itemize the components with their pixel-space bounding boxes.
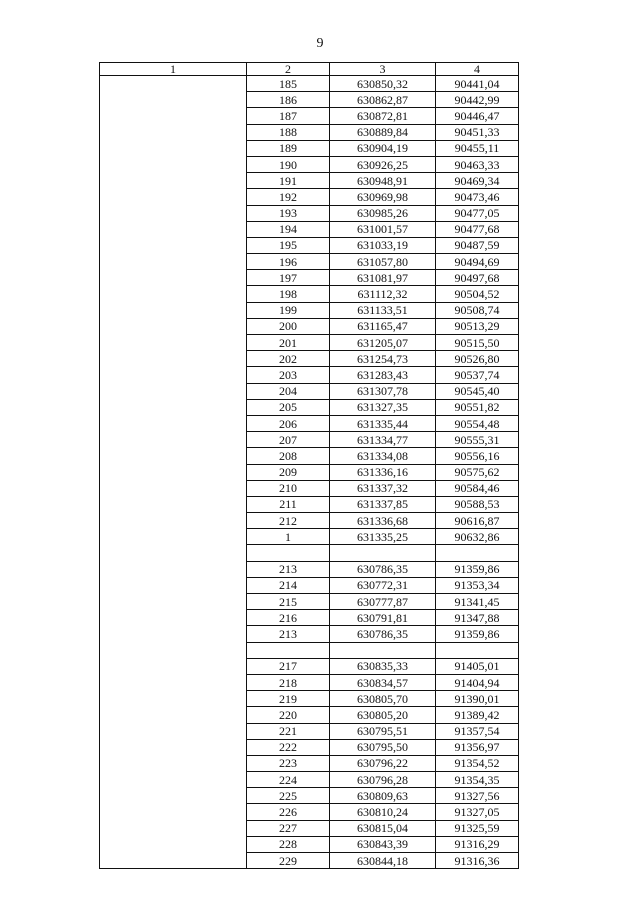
y-coordinate-cell: 90554,48	[436, 415, 519, 431]
table-row	[100, 836, 519, 852]
table-row	[100, 254, 519, 270]
table-row	[100, 76, 519, 92]
x-coordinate-cell: 631335,25	[330, 529, 436, 545]
x-coordinate-cell: 630862,87	[330, 92, 436, 108]
point-number-cell: 210	[247, 480, 330, 496]
table-row	[100, 480, 519, 496]
y-coordinate-cell: 90469,34	[436, 173, 519, 189]
row-col-1-cell	[100, 335, 247, 351]
x-coordinate-cell: 630985,26	[330, 205, 436, 221]
table-row	[100, 399, 519, 415]
table-row	[100, 610, 519, 626]
point-number-cell	[247, 545, 330, 561]
row-col-1-cell	[100, 674, 247, 690]
point-number-cell: 213	[247, 561, 330, 577]
row-col-1-cell	[100, 383, 247, 399]
table-row	[100, 820, 519, 836]
x-coordinate-cell: 631112,32	[330, 286, 436, 302]
point-number-cell: 1	[247, 529, 330, 545]
point-number-cell: 196	[247, 254, 330, 270]
x-coordinate-cell: 630850,32	[330, 76, 436, 92]
point-number-cell: 192	[247, 189, 330, 205]
table-row	[100, 594, 519, 610]
point-number-cell: 221	[247, 723, 330, 739]
table-row	[100, 545, 519, 561]
point-number-cell: 211	[247, 496, 330, 512]
point-number-cell: 226	[247, 804, 330, 820]
x-coordinate-cell: 631334,77	[330, 432, 436, 448]
table-row	[100, 674, 519, 690]
y-coordinate-cell: 91316,29	[436, 836, 519, 852]
coordinates-table-body	[100, 63, 519, 869]
y-coordinate-cell: 91359,86	[436, 561, 519, 577]
y-coordinate-cell: 90513,29	[436, 318, 519, 334]
point-number-cell: 198	[247, 286, 330, 302]
y-coordinate-cell: 90494,69	[436, 254, 519, 270]
table-row	[100, 496, 519, 512]
x-coordinate-cell: 630791,81	[330, 610, 436, 626]
table-header-row	[100, 63, 519, 76]
table-row	[100, 140, 519, 156]
row-col-1-cell	[100, 513, 247, 529]
row-col-1-cell	[100, 788, 247, 804]
row-col-1-cell	[100, 173, 247, 189]
y-coordinate-cell: 91359,86	[436, 626, 519, 642]
coordinates-table	[99, 62, 519, 869]
x-coordinate-cell: 631327,35	[330, 399, 436, 415]
y-coordinate-cell: 90477,05	[436, 205, 519, 221]
x-coordinate-cell: 630815,04	[330, 820, 436, 836]
point-number-cell: 194	[247, 221, 330, 237]
table-row	[100, 707, 519, 723]
point-number-cell: 229	[247, 853, 330, 869]
point-number-cell: 223	[247, 755, 330, 771]
y-coordinate-cell: 91327,05	[436, 804, 519, 820]
y-coordinate-cell: 90442,99	[436, 92, 519, 108]
x-coordinate-cell: 630810,24	[330, 804, 436, 820]
table-row	[100, 415, 519, 431]
table-row	[100, 529, 519, 545]
point-number-cell: 220	[247, 707, 330, 723]
row-col-1-cell	[100, 302, 247, 318]
row-col-1-cell	[100, 108, 247, 124]
point-number-cell: 186	[247, 92, 330, 108]
x-coordinate-cell	[330, 545, 436, 561]
table-row	[100, 561, 519, 577]
row-col-1-cell	[100, 496, 247, 512]
y-coordinate-cell: 90575,62	[436, 464, 519, 480]
x-coordinate-cell: 631334,08	[330, 448, 436, 464]
point-number-cell: 209	[247, 464, 330, 480]
row-col-1-cell	[100, 739, 247, 755]
row-col-1-cell	[100, 626, 247, 642]
point-number-cell: 213	[247, 626, 330, 642]
point-number-cell: 228	[247, 836, 330, 852]
point-number-cell: 206	[247, 415, 330, 431]
x-coordinate-cell: 630969,98	[330, 189, 436, 205]
point-number-cell: 195	[247, 237, 330, 253]
y-coordinate-cell: 90632,86	[436, 529, 519, 545]
x-coordinate-cell: 630786,35	[330, 561, 436, 577]
row-col-1-cell	[100, 189, 247, 205]
y-coordinate-cell: 91353,34	[436, 577, 519, 593]
table-row	[100, 432, 519, 448]
point-number-cell: 201	[247, 335, 330, 351]
row-col-1-cell	[100, 691, 247, 707]
y-coordinate-cell: 91325,59	[436, 820, 519, 836]
point-number-cell: 197	[247, 270, 330, 286]
x-coordinate-cell: 631081,97	[330, 270, 436, 286]
y-coordinate-cell: 90616,87	[436, 513, 519, 529]
y-coordinate-cell: 90556,16	[436, 448, 519, 464]
x-coordinate-cell: 630889,84	[330, 124, 436, 140]
x-coordinate-cell: 631165,47	[330, 318, 436, 334]
row-col-1-cell	[100, 577, 247, 593]
row-col-1-cell	[100, 156, 247, 172]
point-number-cell: 222	[247, 739, 330, 755]
table-row	[100, 92, 519, 108]
row-col-1-cell	[100, 772, 247, 788]
row-col-1-cell	[100, 707, 247, 723]
point-number-cell: 193	[247, 205, 330, 221]
table-row	[100, 237, 519, 253]
y-coordinate-cell: 91356,97	[436, 739, 519, 755]
x-coordinate-cell: 630926,25	[330, 156, 436, 172]
point-number-cell: 200	[247, 318, 330, 334]
x-coordinate-cell: 630777,87	[330, 594, 436, 610]
row-col-1-cell	[100, 432, 247, 448]
x-coordinate-cell: 630835,33	[330, 658, 436, 674]
table-row	[100, 189, 519, 205]
row-col-1-cell	[100, 529, 247, 545]
table-row	[100, 302, 519, 318]
row-col-1-cell	[100, 140, 247, 156]
y-coordinate-cell: 90497,68	[436, 270, 519, 286]
y-coordinate-cell: 90446,47	[436, 108, 519, 124]
y-coordinate-cell: 90504,52	[436, 286, 519, 302]
table-row	[100, 351, 519, 367]
point-number-cell: 188	[247, 124, 330, 140]
x-coordinate-cell: 631307,78	[330, 383, 436, 399]
table-row	[100, 270, 519, 286]
table-row	[100, 221, 519, 237]
y-coordinate-cell: 90555,31	[436, 432, 519, 448]
x-coordinate-cell: 631336,68	[330, 513, 436, 529]
row-col-1-cell	[100, 642, 247, 658]
x-coordinate-cell: 631337,32	[330, 480, 436, 496]
row-col-1-cell	[100, 594, 247, 610]
table-row	[100, 739, 519, 755]
x-coordinate-cell	[330, 642, 436, 658]
y-coordinate-cell: 90473,46	[436, 189, 519, 205]
table-row	[100, 577, 519, 593]
x-coordinate-cell: 630795,51	[330, 723, 436, 739]
x-coordinate-cell: 631001,57	[330, 221, 436, 237]
row-col-1-cell	[100, 836, 247, 852]
row-col-1-cell	[100, 351, 247, 367]
row-col-1-cell	[100, 124, 247, 140]
y-coordinate-cell	[436, 545, 519, 561]
row-col-1-cell	[100, 480, 247, 496]
point-number-cell: 185	[247, 76, 330, 92]
point-number-cell: 190	[247, 156, 330, 172]
y-coordinate-cell: 90526,80	[436, 351, 519, 367]
table-row	[100, 853, 519, 869]
y-coordinate-cell: 91390,01	[436, 691, 519, 707]
x-coordinate-cell: 630809,63	[330, 788, 436, 804]
x-coordinate-cell: 630844,18	[330, 853, 436, 869]
table-row	[100, 335, 519, 351]
x-coordinate-cell: 631335,44	[330, 415, 436, 431]
y-coordinate-cell: 90451,33	[436, 124, 519, 140]
x-coordinate-cell: 630948,91	[330, 173, 436, 189]
x-coordinate-cell: 630805,70	[330, 691, 436, 707]
row-col-1-cell	[100, 561, 247, 577]
x-coordinate-cell: 631057,80	[330, 254, 436, 270]
table-row	[100, 804, 519, 820]
point-number-cell: 224	[247, 772, 330, 788]
row-col-1-cell	[100, 545, 247, 561]
table-row	[100, 383, 519, 399]
y-coordinate-cell: 90487,59	[436, 237, 519, 253]
y-coordinate-cell: 91354,35	[436, 772, 519, 788]
table-row	[100, 626, 519, 642]
row-col-1-cell	[100, 820, 247, 836]
x-coordinate-cell: 631336,16	[330, 464, 436, 480]
x-coordinate-cell: 630834,57	[330, 674, 436, 690]
y-coordinate-cell: 91347,88	[436, 610, 519, 626]
table-row	[100, 173, 519, 189]
x-coordinate-cell: 630796,22	[330, 755, 436, 771]
table-row	[100, 108, 519, 124]
table-row	[100, 788, 519, 804]
y-coordinate-cell: 90537,74	[436, 367, 519, 383]
y-coordinate-cell: 90584,46	[436, 480, 519, 496]
page-number: 9	[316, 36, 324, 51]
row-col-1-cell	[100, 853, 247, 869]
y-coordinate-cell: 90551,82	[436, 399, 519, 415]
row-col-1-cell	[100, 270, 247, 286]
y-coordinate-cell: 91357,54	[436, 723, 519, 739]
x-coordinate-cell: 630772,31	[330, 577, 436, 593]
table-row	[100, 205, 519, 221]
row-col-1-cell	[100, 205, 247, 221]
table-row	[100, 286, 519, 302]
row-col-1-cell	[100, 464, 247, 480]
table-row	[100, 318, 519, 334]
y-coordinate-cell: 91405,01	[436, 658, 519, 674]
y-coordinate-cell: 90588,53	[436, 496, 519, 512]
point-number-cell: 217	[247, 658, 330, 674]
y-coordinate-cell: 90545,40	[436, 383, 519, 399]
point-number-cell: 191	[247, 173, 330, 189]
table-row	[100, 691, 519, 707]
table-row	[100, 513, 519, 529]
point-number-cell: 202	[247, 351, 330, 367]
row-col-1-cell	[100, 755, 247, 771]
x-coordinate-cell: 630904,19	[330, 140, 436, 156]
x-coordinate-cell: 631205,07	[330, 335, 436, 351]
y-coordinate-cell: 91389,42	[436, 707, 519, 723]
point-number-cell: 227	[247, 820, 330, 836]
point-number-cell: 216	[247, 610, 330, 626]
row-col-1-cell	[100, 448, 247, 464]
header-col-3: 3	[330, 63, 436, 76]
point-number-cell: 187	[247, 108, 330, 124]
table-row	[100, 755, 519, 771]
y-coordinate-cell: 91354,52	[436, 755, 519, 771]
point-number-cell: 199	[247, 302, 330, 318]
point-number-cell: 205	[247, 399, 330, 415]
point-number-cell: 208	[247, 448, 330, 464]
x-coordinate-cell: 631337,85	[330, 496, 436, 512]
x-coordinate-cell: 631133,51	[330, 302, 436, 318]
y-coordinate-cell: 90441,04	[436, 76, 519, 92]
point-number-cell: 225	[247, 788, 330, 804]
row-col-1-cell	[100, 658, 247, 674]
table-row	[100, 464, 519, 480]
x-coordinate-cell: 631254,73	[330, 351, 436, 367]
table-row	[100, 658, 519, 674]
row-col-1-cell	[100, 76, 247, 92]
point-number-cell: 189	[247, 140, 330, 156]
point-number-cell: 203	[247, 367, 330, 383]
header-col-4: 4	[436, 63, 519, 76]
row-col-1-cell	[100, 318, 247, 334]
point-number-cell: 207	[247, 432, 330, 448]
table-row	[100, 367, 519, 383]
row-col-1-cell	[100, 610, 247, 626]
x-coordinate-cell: 630872,81	[330, 108, 436, 124]
point-number-cell: 212	[247, 513, 330, 529]
table-row	[100, 642, 519, 658]
row-col-1-cell	[100, 723, 247, 739]
y-coordinate-cell	[436, 642, 519, 658]
y-coordinate-cell: 90515,50	[436, 335, 519, 351]
y-coordinate-cell: 91341,45	[436, 594, 519, 610]
row-col-1-cell	[100, 399, 247, 415]
x-coordinate-cell: 630786,35	[330, 626, 436, 642]
y-coordinate-cell: 90463,33	[436, 156, 519, 172]
row-col-1-cell	[100, 92, 247, 108]
point-number-cell: 214	[247, 577, 330, 593]
table-row	[100, 772, 519, 788]
x-coordinate-cell: 631283,43	[330, 367, 436, 383]
point-number-cell: 204	[247, 383, 330, 399]
x-coordinate-cell: 631033,19	[330, 237, 436, 253]
header-col-2: 2	[247, 63, 330, 76]
point-number-cell: 215	[247, 594, 330, 610]
y-coordinate-cell: 91327,56	[436, 788, 519, 804]
x-coordinate-cell: 630796,28	[330, 772, 436, 788]
table-row	[100, 448, 519, 464]
row-col-1-cell	[100, 415, 247, 431]
row-col-1-cell	[100, 804, 247, 820]
row-col-1-cell	[100, 237, 247, 253]
point-number-cell: 219	[247, 691, 330, 707]
row-col-1-cell	[100, 367, 247, 383]
point-number-cell	[247, 642, 330, 658]
y-coordinate-cell: 90455,11	[436, 140, 519, 156]
x-coordinate-cell: 630795,50	[330, 739, 436, 755]
y-coordinate-cell: 91404,94	[436, 674, 519, 690]
y-coordinate-cell: 91316,36	[436, 853, 519, 869]
x-coordinate-cell: 630805,20	[330, 707, 436, 723]
x-coordinate-cell: 630843,39	[330, 836, 436, 852]
header-col-1: 1	[100, 63, 247, 76]
table-row	[100, 723, 519, 739]
y-coordinate-cell: 90477,68	[436, 221, 519, 237]
row-col-1-cell	[100, 254, 247, 270]
row-col-1-cell	[100, 286, 247, 302]
row-col-1-cell	[100, 221, 247, 237]
table-row	[100, 124, 519, 140]
y-coordinate-cell: 90508,74	[436, 302, 519, 318]
table-row	[100, 156, 519, 172]
point-number-cell: 218	[247, 674, 330, 690]
